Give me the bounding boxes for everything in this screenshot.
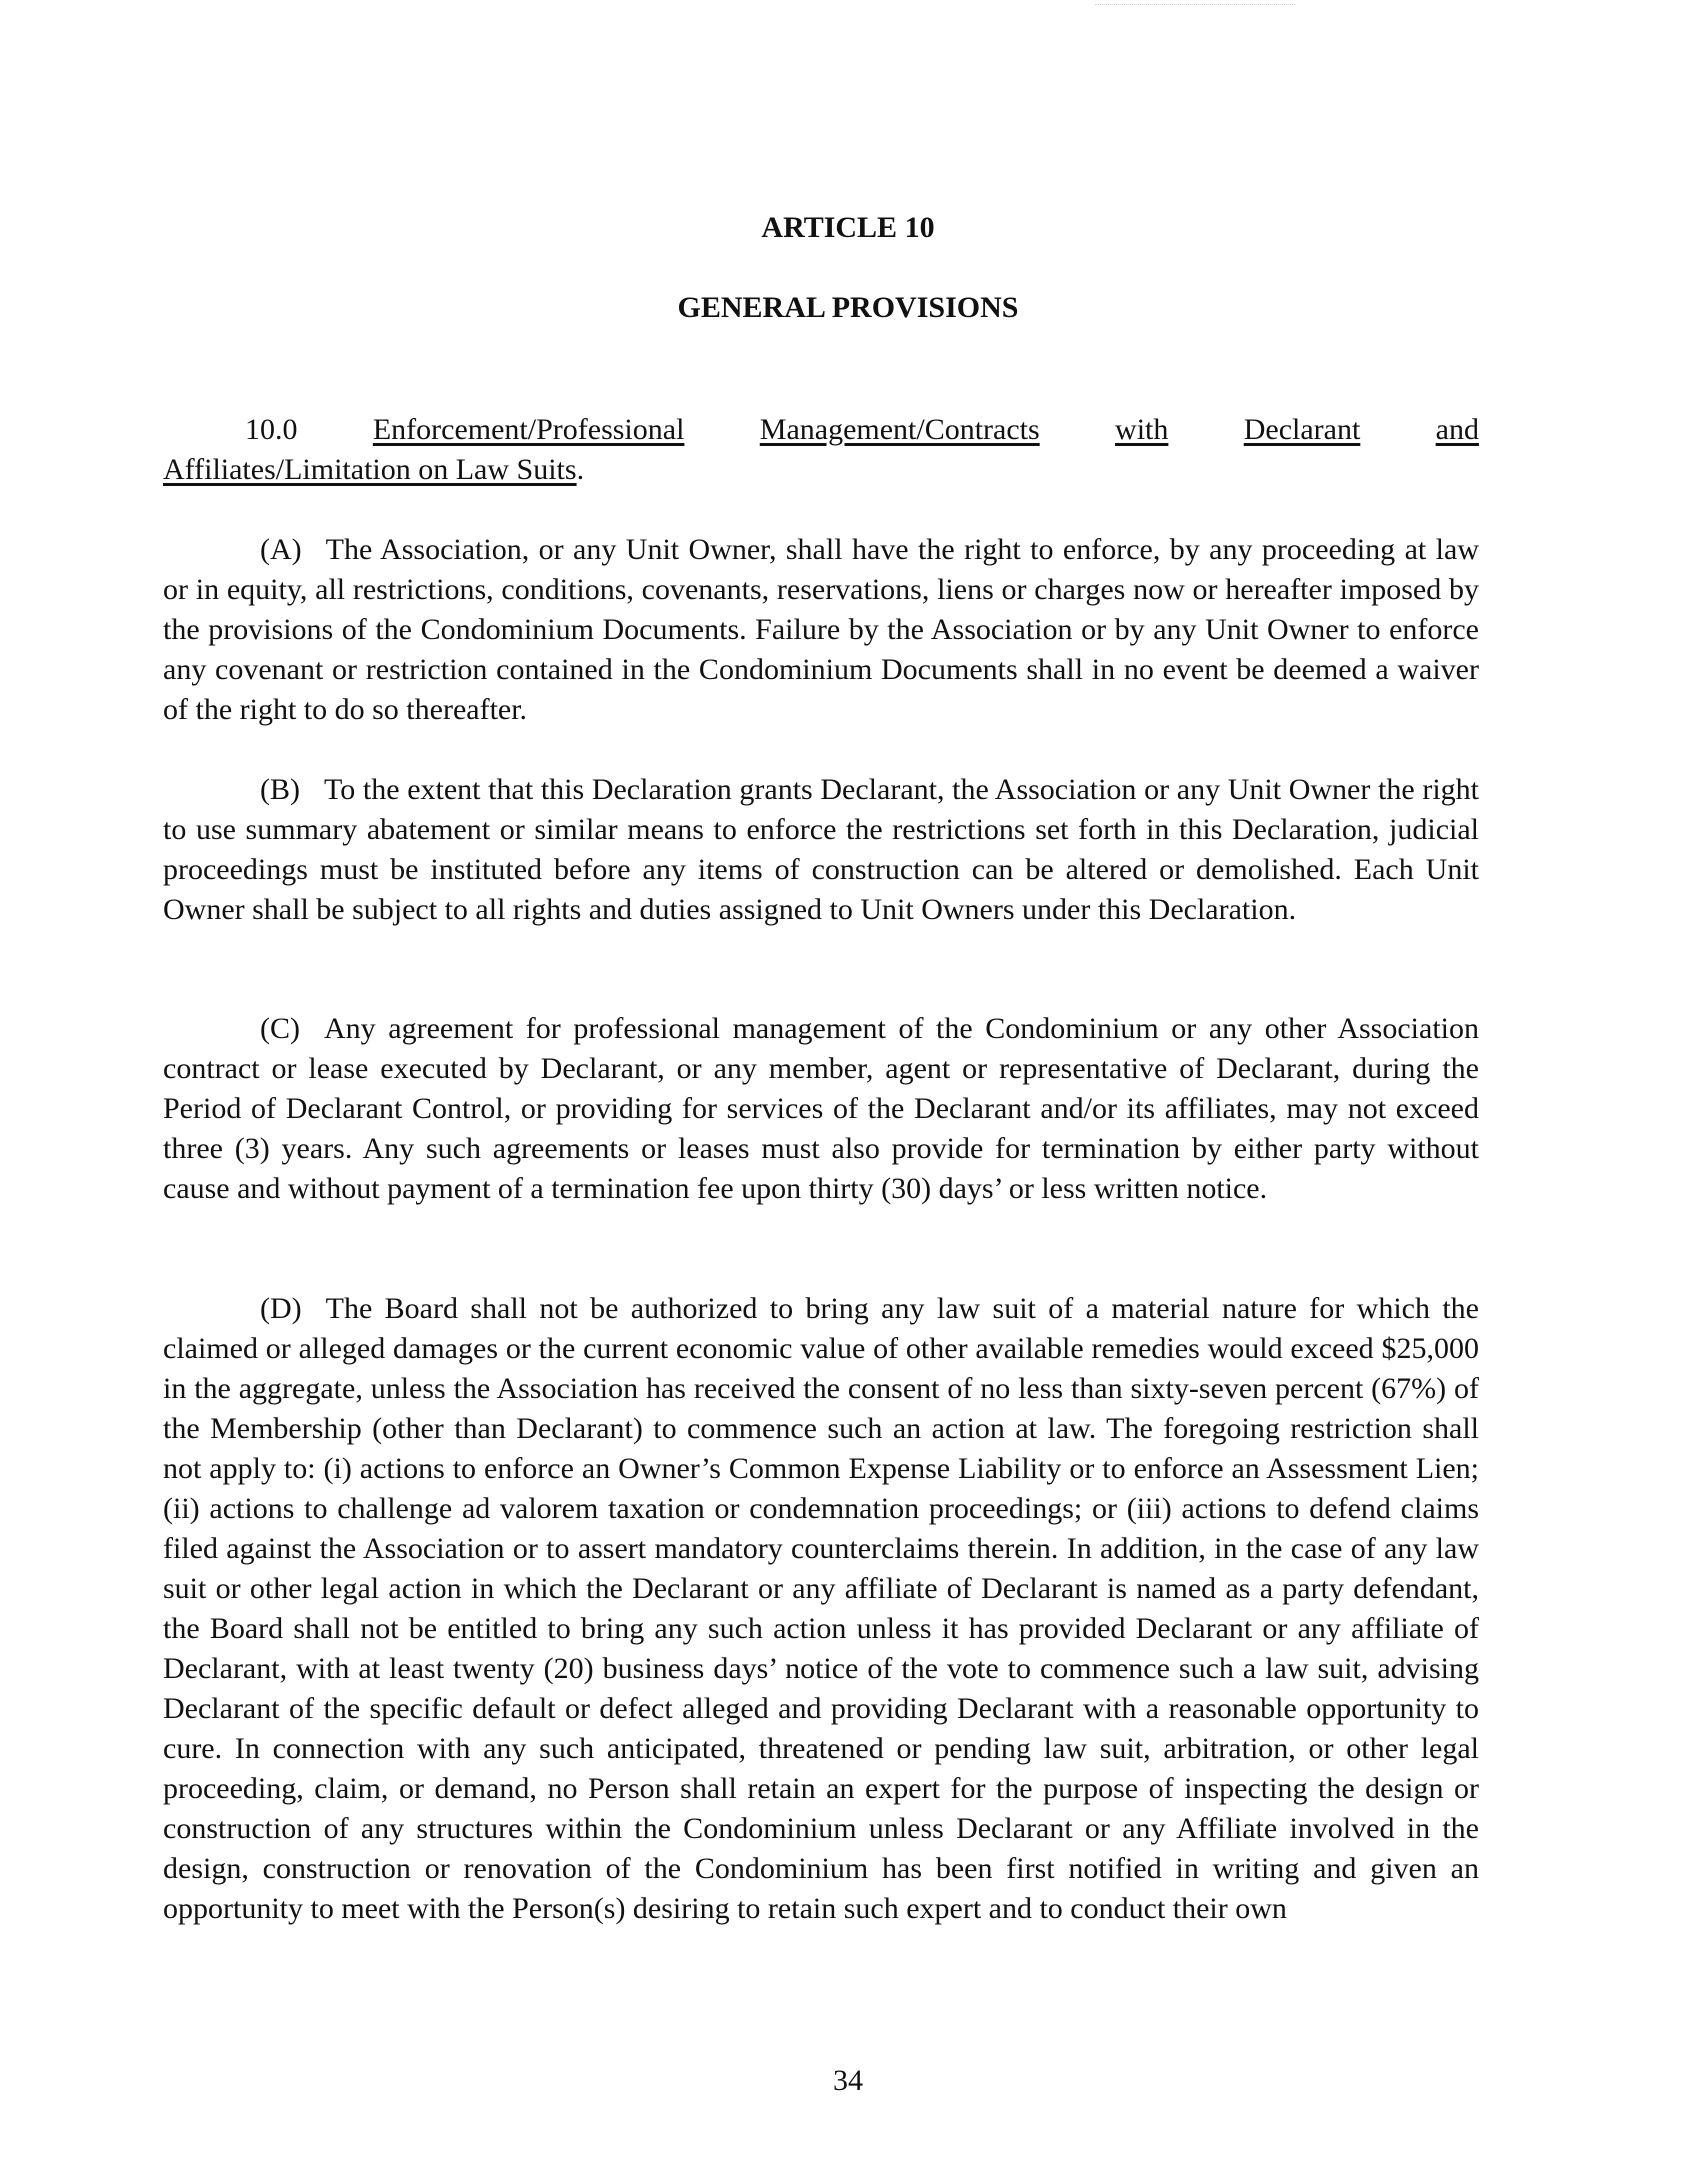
section-heading-word: Enforcement/Professional	[372, 413, 685, 446]
section-heading-line1	[163, 410, 1479, 450]
paragraph-d	[163, 1289, 1479, 1929]
page-number: 34	[833, 2064, 863, 2097]
article-title: ARTICLE 10	[761, 211, 935, 244]
paragraph-text: The Board shall not be authorized to bring any law suit of a material nature for which the claimed or alleged damages or the current economic value of other available remedies would exceed $25,000 in the aggregate, unless the Association has received the consent of no less than sixty-seven percent (67%) of the Membership (other than Declarant) to commence such an action at law. The foregoing restriction shall not apply to: (i) actions to enforce an Owner’s Common Expense Liability or to enforce an Assessment Lien; (ii) actions to challenge ad valorem taxation or condemnation proceedings; or (iii) actions to defend claims filed against the Association or to assert mandatory counterclaims therein. In addition, in the case of any law suit or other legal action in which the Declarant or any affiliate of Declarant is named as a party defendant, the Board shall not be entitled to bring any such action unless it has provided Declarant or any affiliate of Declarant, with at least twenty (20) business days’ notice of the vote to commence such a law suit, advising Declarant of the specific default or defect alleged and providing Declarant with a reasonable opportunity to cure. In connection with any such anticipated, threatened or pending law suit, arbitration, or other legal proceeding, claim, or demand, no Person shall retain an expert for the purpose of inspecting the design or construction of any structures within the Condominium unless Declarant or any Affiliate involved in the design, construction or renovation of the Condominium has been first notified in writing and given an opportunity to meet with the Person(s) desiring to retain such expert and to conduct their own	[163, 1292, 1479, 1925]
article-subtitle: GENERAL PROVISIONS	[677, 291, 1019, 324]
paragraph-label: (D)	[260, 1292, 302, 1325]
paragraph-text: Any agreement for professional management of the Condominium or any other Association contract or lease executed by Declarant, or any member, agent or representative of Declarant, during the Period of Declarant Control, or providing for services of the Declarant and/or its affiliates, may not exceed three (3) years. Any such agreements or leases must also provide for termination by either party without cause and without payment of a termination fee upon thirty (30) days’ or less written notice.	[163, 1012, 1479, 1205]
section-heading-word: with	[1115, 413, 1169, 446]
section-heading-line2	[163, 450, 1479, 490]
section-heading	[163, 410, 1479, 490]
section-heading-word: Declarant	[1243, 413, 1361, 446]
section-heading-continuation: Affiliates/Limitation on Law Suits	[163, 453, 577, 486]
section-heading-word: and	[1435, 413, 1479, 446]
section-heading-period: .	[576, 453, 585, 486]
paragraph-a	[163, 530, 1479, 730]
paragraph-c	[163, 1009, 1479, 1209]
paragraph-label: (A)	[260, 533, 302, 566]
paragraph-label: (C)	[260, 1012, 300, 1045]
section-heading-word: Management/Contracts	[759, 413, 1040, 446]
paragraph-text: To the extent that this Declaration grants Declarant, the Association or any Unit Owner the right to use summary abatement or similar means to enforce the restrictions set forth in this Declaration, judicial proceedings must be instituted before any items of construction can be altered or demolished. Each Unit Owner shall be subject to all rights and duties assigned to Unit Owners under this Declaration.	[163, 773, 1479, 926]
paragraph-text: The Association, or any Unit Owner, shall have the right to enforce, by any proceeding at law or in equity, all restrictions, conditions, covenants, reservations, liens or charges now or hereafter imposed by the provisions of the Condominium Documents. Failure by the Association or by any Unit Owner to enforce any covenant or restriction contained in the Condominium Documents shall in no event be deemed a waiver of the right to do so thereafter.	[163, 533, 1479, 726]
paragraph-b	[163, 770, 1479, 930]
scan-artifact	[1095, 4, 1295, 9]
paragraph-label: (B)	[260, 773, 300, 806]
section-number: 10.0	[245, 413, 298, 446]
